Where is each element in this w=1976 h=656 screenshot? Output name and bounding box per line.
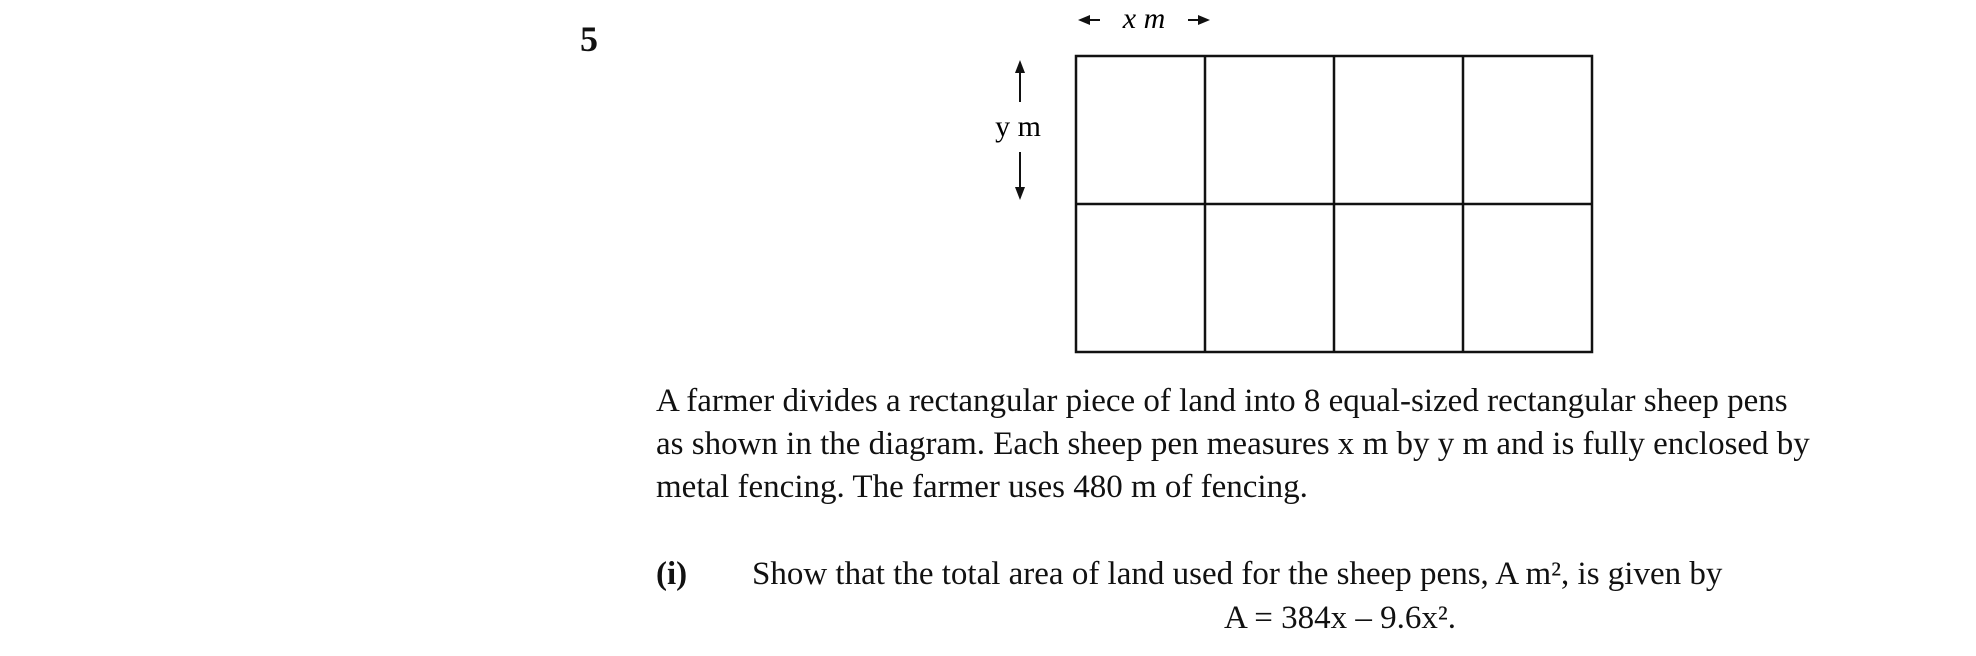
height-label: y m: [995, 110, 1041, 143]
paragraph-line: A farmer divides a rectangular piece of land into 8 equal-sized rectangular sheep pens: [656, 383, 1788, 419]
paragraph-line: as shown in the diagram. Each sheep pen measures x m by y m and is fully enclosed by: [656, 426, 1810, 462]
area-equation: A = 384x – 9.6x².: [1224, 600, 1457, 636]
paragraph-line: metal fencing. The farmer uses 480 m of fencing.: [656, 469, 1308, 505]
part-label: (i): [656, 556, 688, 592]
width-dimension: [1078, 2, 1210, 35]
width-label: x m: [1122, 2, 1166, 35]
question-number: 5: [580, 19, 598, 59]
part-text: Show that the total area of land used for the sheep pens, A m², is given by: [752, 556, 1723, 592]
question-paragraph: [656, 380, 1976, 509]
pen-grid: [1076, 56, 1592, 352]
height-dimension: [995, 60, 1041, 200]
